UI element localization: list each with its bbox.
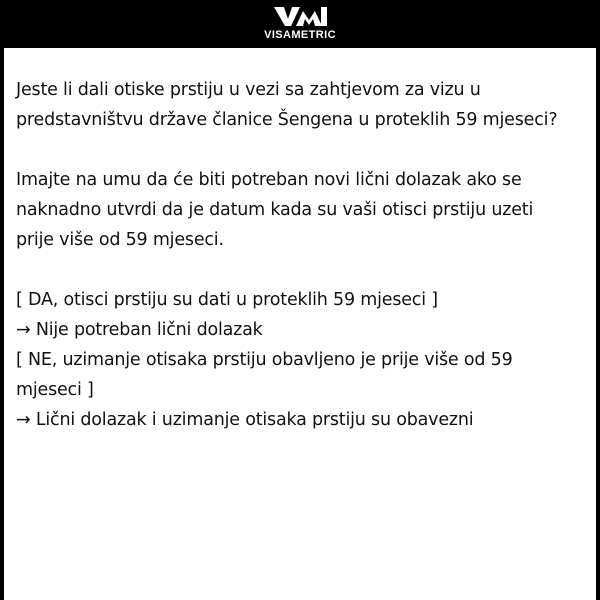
yes-option[interactable]: [ DA, otisci prstiju su dati u proteklih 59 mjeseci ] <box>16 290 438 310</box>
yes-result: → Nije potreban lični dolazak <box>16 320 263 340</box>
no-option[interactable]: [ NE, uzimanje otisaka prstiju obavljeno je prije više od 59 <box>16 350 513 370</box>
content-panel <box>4 48 596 600</box>
message-body <box>16 75 588 435</box>
note-line: Imajte na umu da će biti potreban novi lični dolazak ako se <box>16 170 522 190</box>
brand-name: VISAMETRIC <box>264 29 336 41</box>
question-line: Jeste li dali otiske prstiju u vezi sa zahtjevom za vizu u <box>16 80 481 100</box>
no-result: → Lični dolazak i uzimanje otisaka prstiju su obavezni <box>16 410 474 430</box>
note-line: naknadno utvrdi da je datum kada su vaši otisci prstiju uzeti <box>16 200 534 220</box>
header-bar <box>0 0 600 48</box>
spacer <box>16 135 588 165</box>
question-line: predstavništvu države članice Šengena u proteklih 59 mjeseci? <box>16 110 558 130</box>
no-option-continued[interactable]: mjeseci ] <box>16 380 94 400</box>
visametric-logo-icon <box>274 5 328 27</box>
note-line: prije više od 59 mjeseci. <box>16 230 224 250</box>
spacer <box>16 255 588 285</box>
